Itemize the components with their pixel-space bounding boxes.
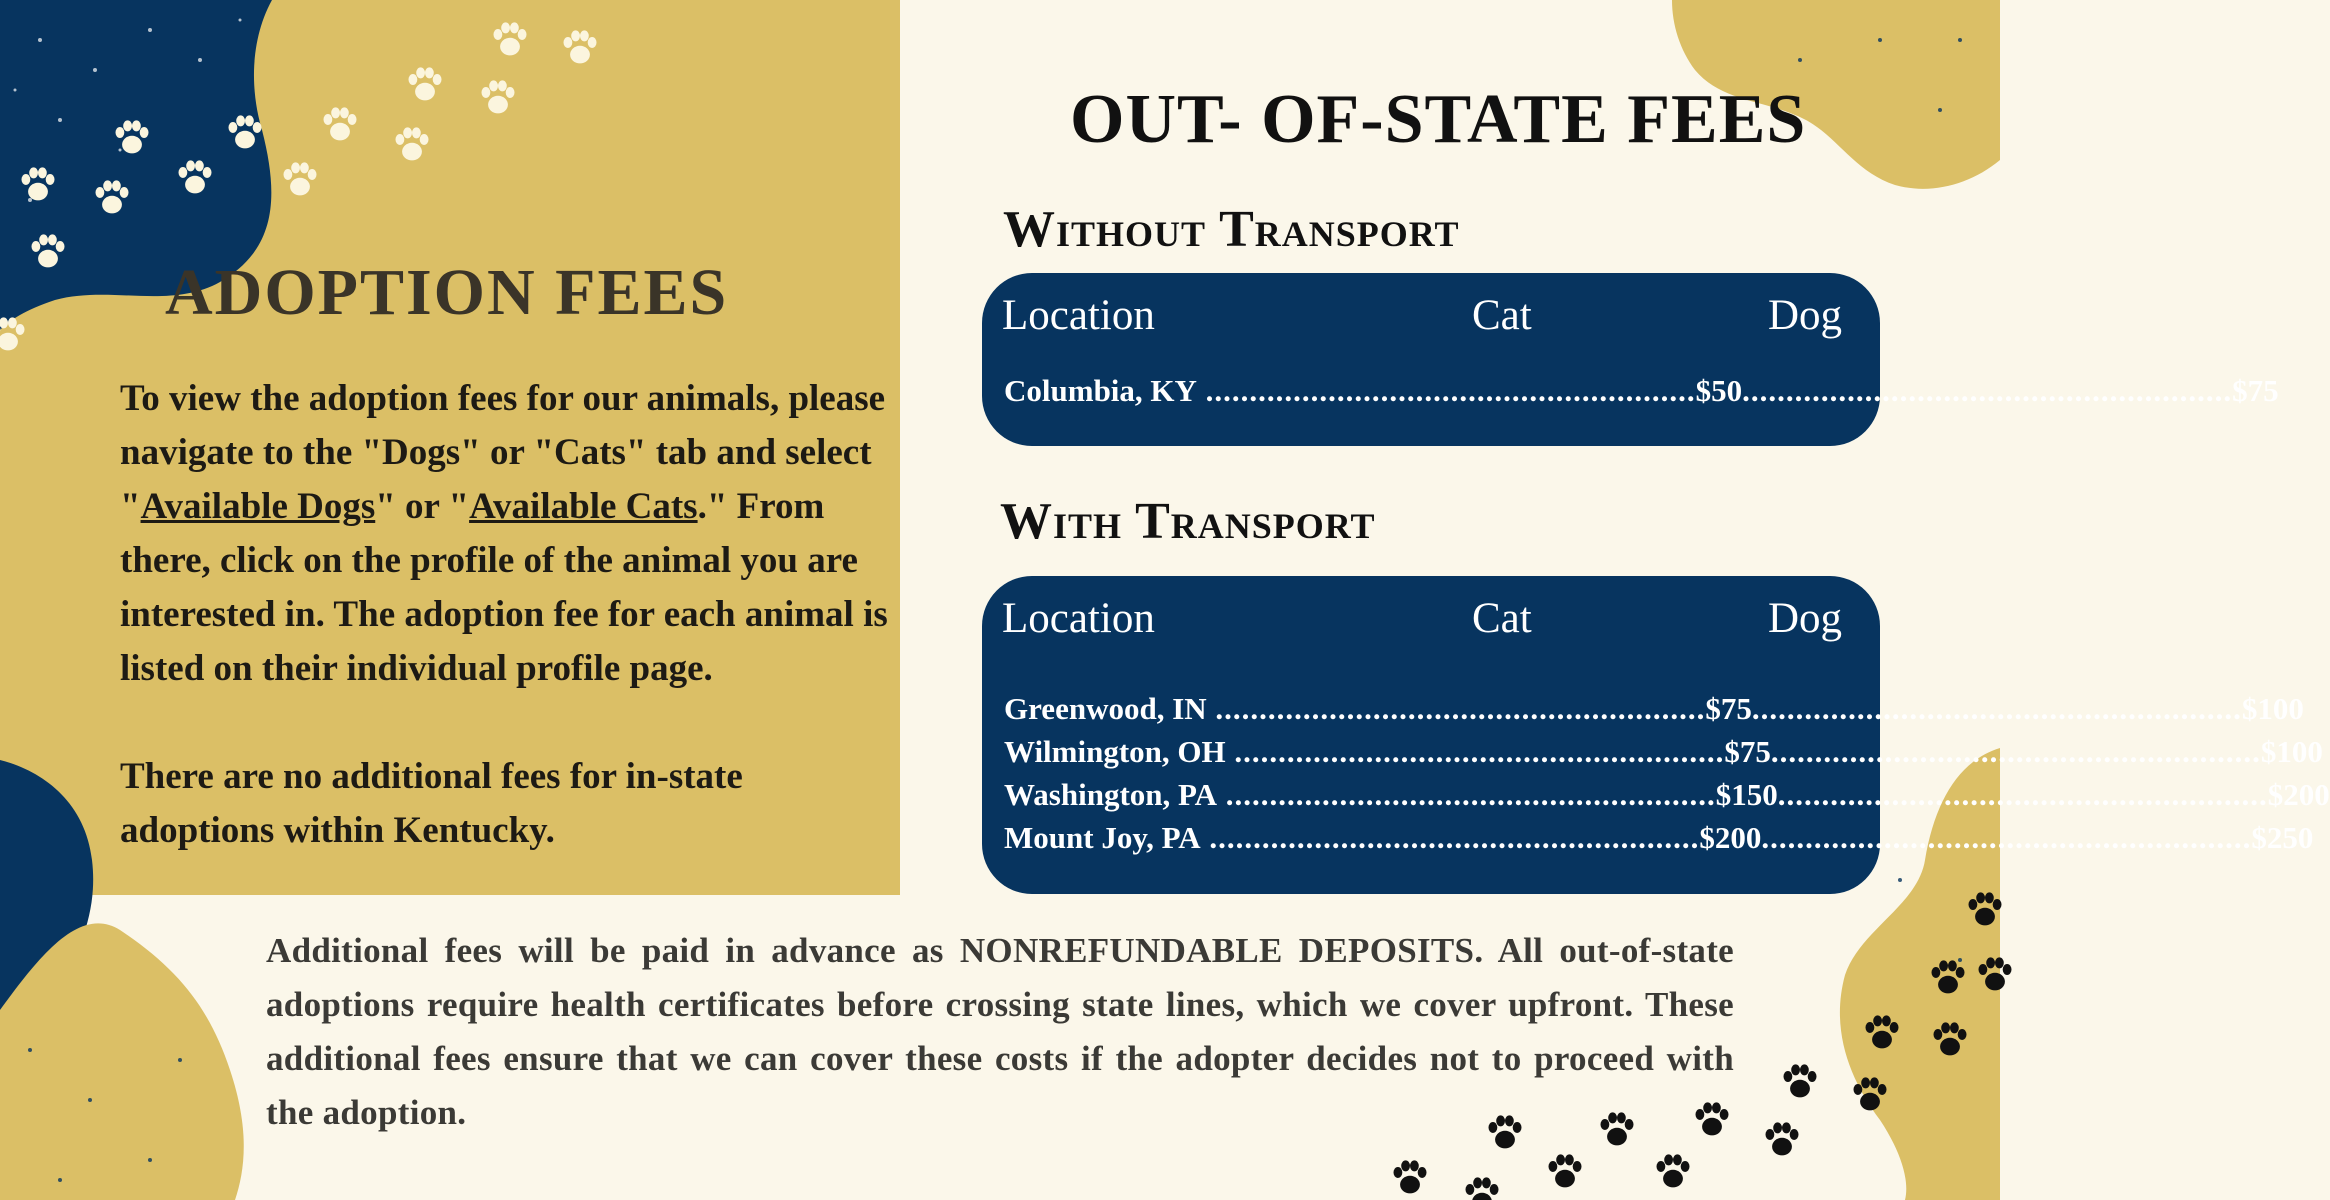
gold-blob-bottom-left xyxy=(0,923,244,1200)
row-dog-fee: $75 xyxy=(2232,373,2279,408)
row-location: Greenwood, IN xyxy=(1004,691,1207,726)
column-header-dog: Dog xyxy=(1768,292,1843,339)
row-leader-dots: ........................................................ xyxy=(1742,373,2233,408)
column-header-dog: Dog xyxy=(1768,595,1843,642)
column-header-cat: Cat xyxy=(1472,595,1532,642)
row-dog-fee: $100 xyxy=(2241,691,2304,726)
paw-print-icon xyxy=(1657,1154,1690,1187)
column-header-location: Location xyxy=(1002,292,1155,339)
paw-print-icon xyxy=(1766,1122,1799,1155)
fee-row xyxy=(1004,734,2323,770)
row-cat-fee: $200 xyxy=(1699,820,1762,855)
out-of-state-title: OUT- OF-STATE FEES xyxy=(1070,81,1807,158)
row-leader-dots: ........................................................ xyxy=(1206,691,1706,726)
row-leader-dots: ........................................................ xyxy=(1217,777,1716,812)
paw-print-icon xyxy=(1549,1154,1582,1187)
fee-row xyxy=(1004,777,2330,813)
row-dog-fee: $200 xyxy=(2267,777,2330,812)
row-dog-fee: $100 xyxy=(2260,734,2323,769)
column-header-cat: Cat xyxy=(1472,292,1532,339)
nonrefundable-deposit-note: Additional fees will be paid in advance as NONREFUNDABLE DEPOSITS. All out-of-state adoptions require health certificates before crossing state lines, which we cover upfront. These additional fees ensure that we can cover these costs if the adopter decides not to proceed with the adoption. xyxy=(266,931,1734,1132)
with-transport-table xyxy=(982,576,2330,894)
fee-row xyxy=(1004,373,2279,409)
row-leader-dots: ........................................................ xyxy=(1770,734,2261,769)
row-leader-dots: ........................................................ xyxy=(1761,820,2252,855)
row-leader-dots: ........................................................ xyxy=(1225,734,1725,769)
row-cat-fee: $150 xyxy=(1715,777,1778,812)
row-location: Columbia, KY xyxy=(1004,373,1197,408)
row-cat-fee: $75 xyxy=(1724,734,1771,769)
adoption-fees-title: ADOPTION FEES xyxy=(165,256,729,329)
adoption-fees-text xyxy=(120,372,890,858)
without-transport-table xyxy=(982,273,2279,446)
adoption-instructions: To view the adoption fees for our animals, please navigate to the "Dogs" or "Cats" tab and select "Available Dogs" or "Available Cats." From there, click on the profile of the animal you are interested in. The adoption fee for each animal is listed on their individual profile page. xyxy=(120,378,888,689)
row-location: Wilmington, OH xyxy=(1004,734,1226,769)
row-dog-fee: $250 xyxy=(2251,820,2314,855)
fee-row xyxy=(1004,820,2314,856)
paw-print-icon xyxy=(1394,1160,1427,1193)
available-dogs-link[interactable]: Available Dogs xyxy=(140,486,376,527)
row-location: Washington, PA xyxy=(1004,777,1218,812)
paw-print-icon xyxy=(1466,1177,1499,1200)
in-state-note: There are no additional fees for in-state adoptions within Kentucky. xyxy=(120,756,743,851)
row-cat-fee: $50 xyxy=(1695,373,1743,408)
with-transport-title: With Transport xyxy=(1000,493,1376,550)
row-location: Mount Joy, PA xyxy=(1004,820,1201,855)
column-header-location: Location xyxy=(1002,595,1155,642)
paw-print-icon xyxy=(1784,1064,1817,1097)
without-transport-title: Without Transport xyxy=(1003,201,1460,258)
row-leader-dots: ........................................................ xyxy=(1200,820,1700,855)
fee-row xyxy=(1004,691,2304,727)
row-leader-dots: ........................................................ xyxy=(1777,777,2268,812)
available-cats-link[interactable]: Available Cats xyxy=(469,486,698,527)
row-leader-dots: ........................................................ xyxy=(1751,691,2242,726)
row-cat-fee: $75 xyxy=(1705,691,1752,726)
row-leader-dots: ........................................................ xyxy=(1196,373,1696,408)
